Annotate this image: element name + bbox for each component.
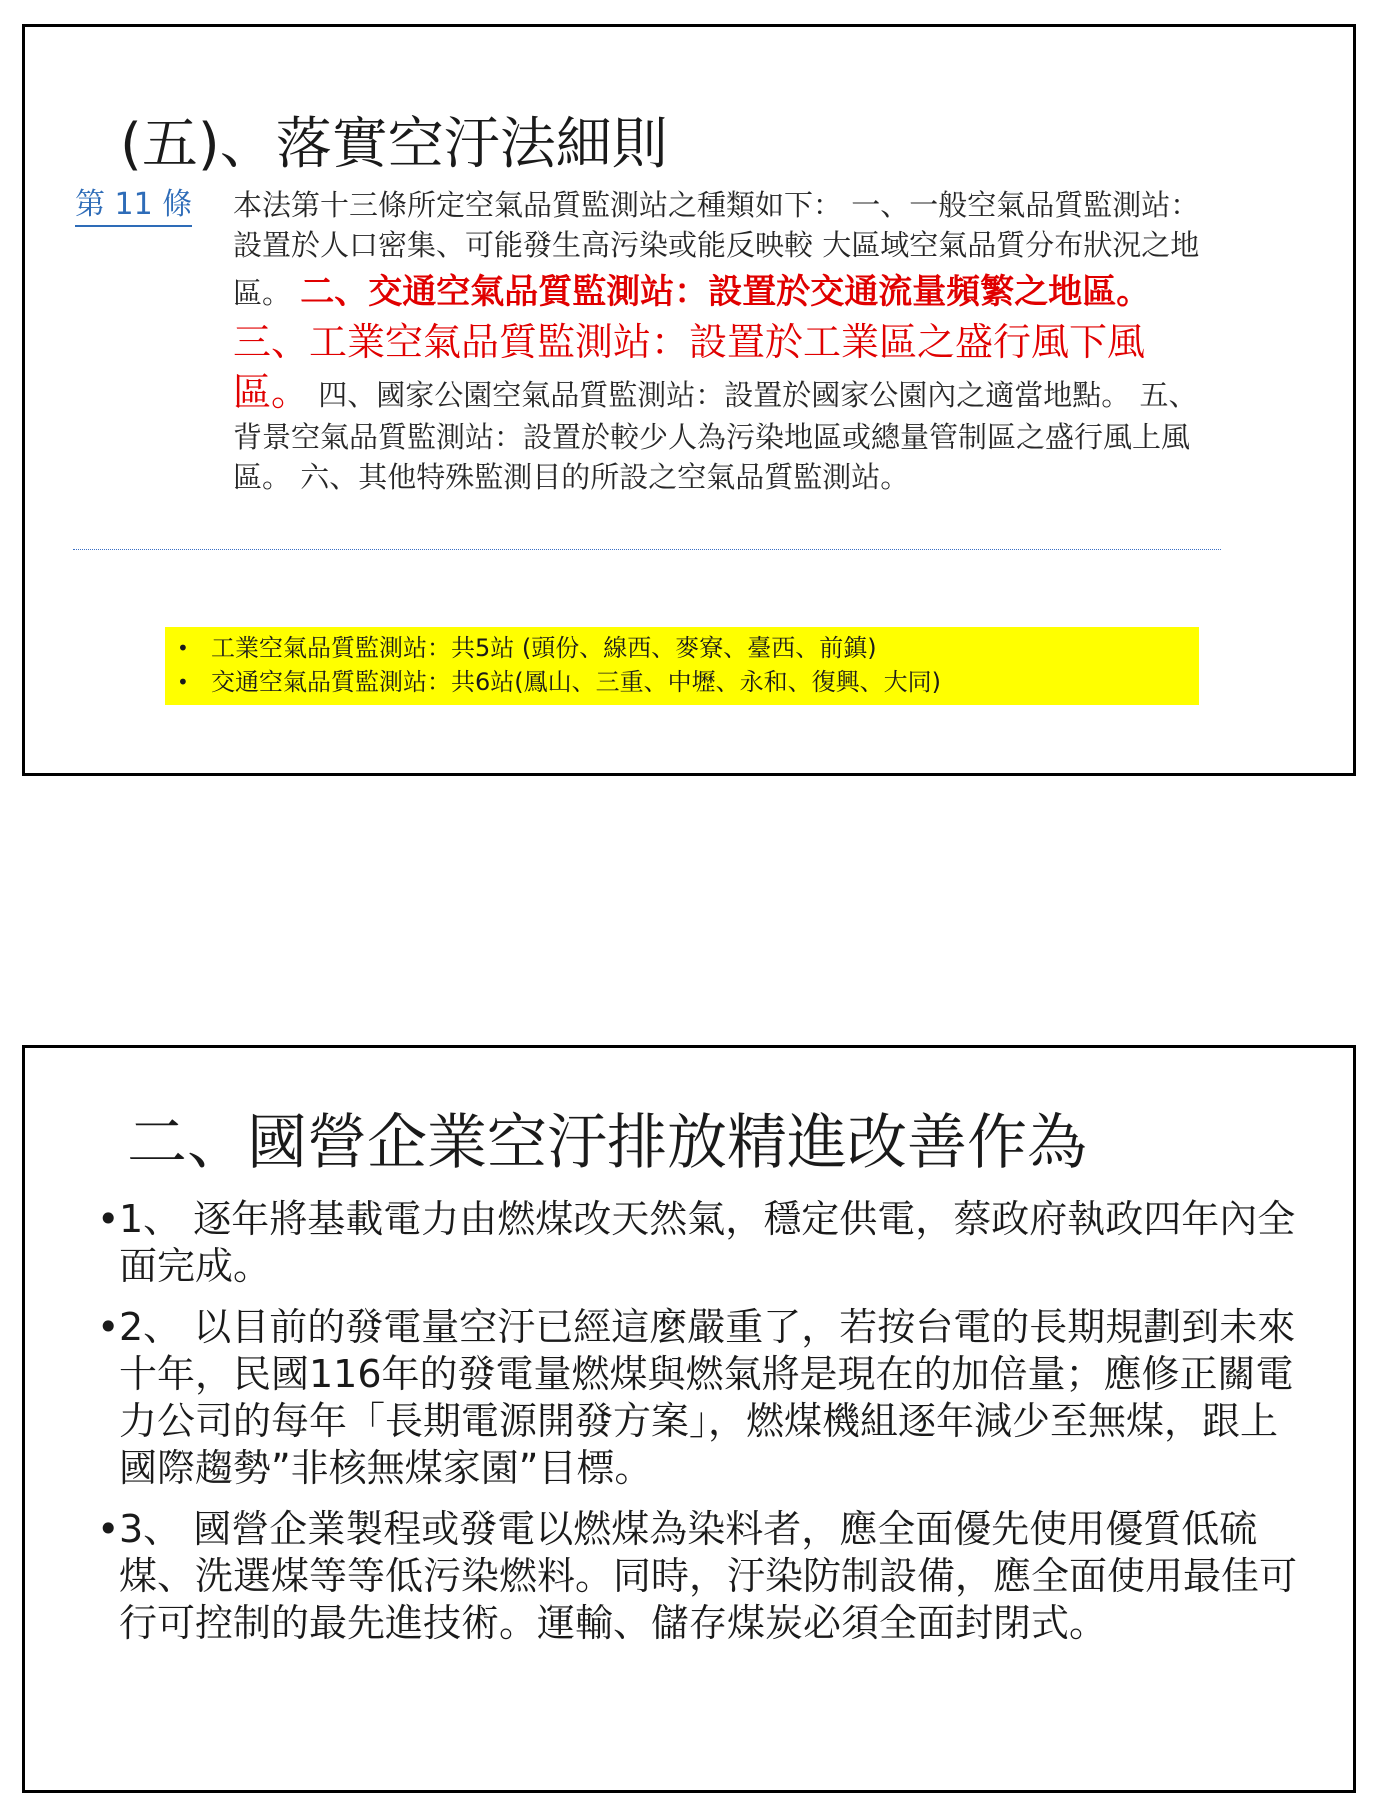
highlight-text: 交通空氣品質監測站：共6站(鳳山、三重、中壢、永和、復興、大同) xyxy=(211,668,941,696)
slide-2-title: 二、國營企業空汙排放精進改善作為 xyxy=(127,1108,1087,1178)
list-item-text: 2、 以目前的發電量空汙已經這麼嚴重了，若按台電的長期規劃到未來十年，民國116年的發電量燃煤與燃氣將是現在的加倍量；應修正關電力公司的每年「長期電源開發方案」，燃煤機組逐年減少至無煤，跟上國際趨勢”非核無煤家園”目標。 xyxy=(119,1305,1296,1490)
slide-1-title: (五)、落實空汙法細則 xyxy=(120,112,668,177)
list-item xyxy=(97,1506,1297,1647)
bullet-list xyxy=(97,1196,1297,1661)
bullet-icon: • xyxy=(97,1507,120,1551)
divider xyxy=(73,549,1221,550)
bullet-icon: • xyxy=(177,670,189,694)
highlight-item xyxy=(177,631,1199,665)
article-text-general: 本法第十三條所定空氣品質監測站之種類如下： 一、一般空氣品質監測站：設置於人口密集、可能發生高污染或能反映較 大區域空氣品質分布狀況之地區。 xyxy=(233,188,1200,310)
article-text-traffic-station: 二、交通空氣品質監測站：設置於交通流量頻繁之地區。 xyxy=(300,272,1151,312)
article-body xyxy=(233,185,1213,497)
bullet-icon: • xyxy=(97,1305,120,1349)
slide-1 xyxy=(22,24,1356,776)
highlight-box xyxy=(165,627,1199,705)
list-item xyxy=(97,1196,1297,1290)
article-11-link[interactable]: 第 11 條 xyxy=(75,185,192,227)
bullet-icon: • xyxy=(177,636,189,660)
slide-2 xyxy=(22,1045,1356,1793)
article-text-industrial-station: 三、工業空氣品質監測站：設置於工業區之盛行風下風區。 xyxy=(233,320,1146,414)
article-text-rest: 四、國家公園空氣品質監測站：設置於國家公園內之適當地點。 五、背景空氣品質監測站：設置於較少人為污染地區或總量管制區之盛行風上風區。 六、其他特殊監測目的所設之空氣品質監測站。 xyxy=(233,378,1198,494)
list-item-text: 3、 國營企業製程或發電以燃煤為染料者，應全面優先使用優質低硫煤、洗選煤等等低污染燃料。同時，汙染防制設備，應全面使用最佳可行可控制的最先進技術。運輸、儲存煤炭必須全面封閉式。 xyxy=(119,1507,1298,1645)
list-item-text: 1、 逐年將基載電力由燃煤改天然氣，穩定供電，蔡政府執政四年內全面完成。 xyxy=(119,1197,1296,1288)
highlight-item xyxy=(177,665,1199,699)
highlight-text: 工業空氣品質監測站：共5站 (頭份、線西、麥寮、臺西、前鎮) xyxy=(211,634,877,662)
bullet-icon: • xyxy=(97,1197,120,1241)
list-item xyxy=(97,1304,1297,1492)
